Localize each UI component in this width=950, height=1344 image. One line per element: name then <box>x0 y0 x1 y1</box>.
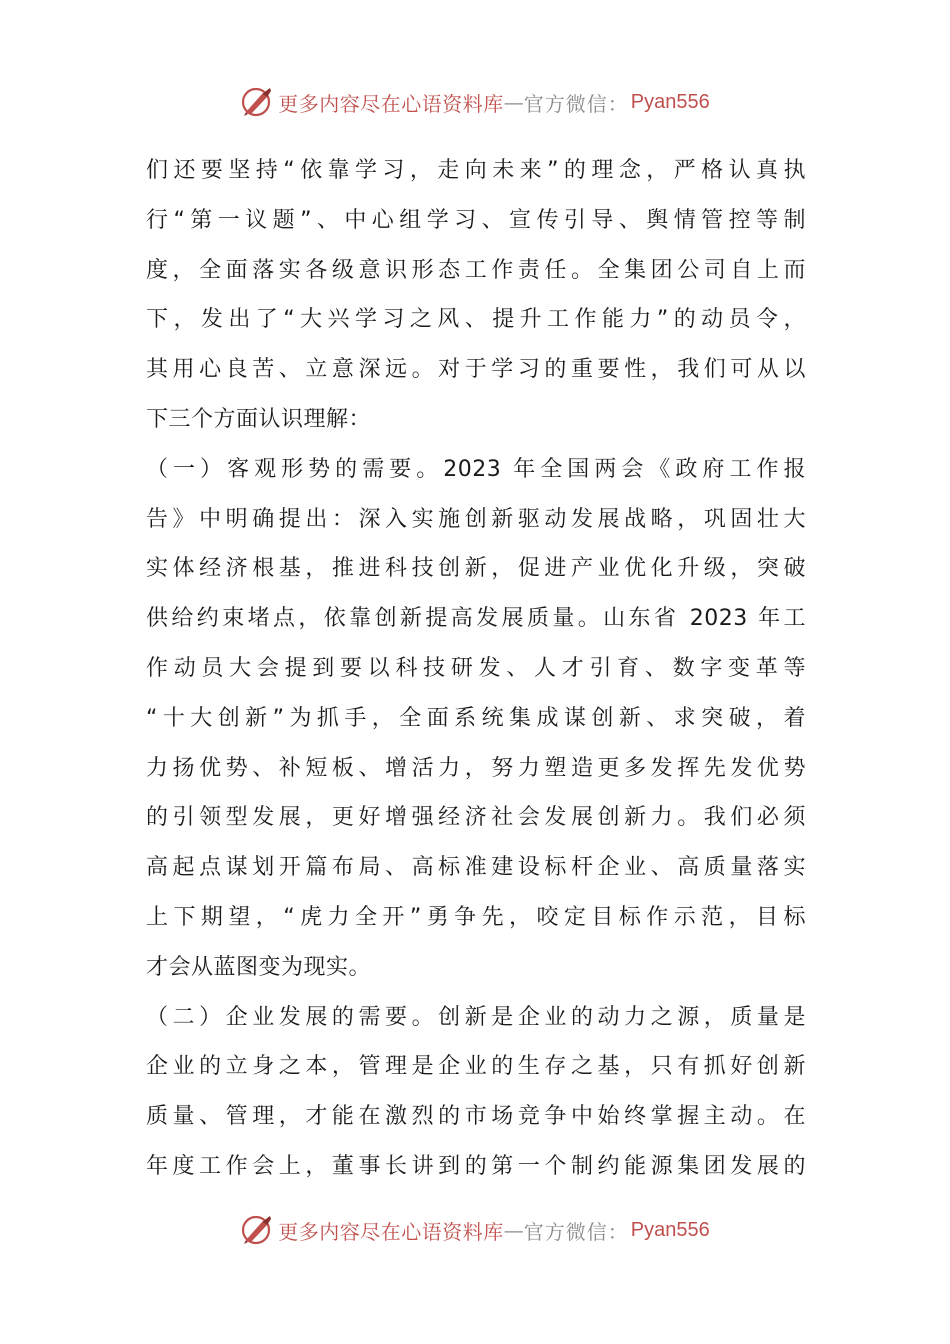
banner-wechat-id: Pyan556 <box>630 1218 710 1241</box>
text-line: 年度工作会上，董事长讲到的第一个制约能源集团发展的 <box>146 1153 806 1179</box>
text-line: 其用心良苦、立意深远。对于学习的重要性，我们可从以 <box>146 357 806 383</box>
footer-banner <box>0 1210 950 1250</box>
text-line: 下三个方面认识理解： <box>146 406 372 432</box>
text-line: 质量、管理，才能在激烈的市场竞争中始终掌握主动。在 <box>146 1104 806 1130</box>
banner-official-label: 官方微信： <box>523 1219 629 1244</box>
text-line: 供给约束堵点，依靠创新提高发展质量。山东省 2023 年工 <box>146 606 806 632</box>
banner-official-label: 官方微信： <box>523 91 629 116</box>
pen-logo-icon <box>240 85 274 119</box>
text-line: （一）客观形势的需要。2023 年全国两会《政府工作报 <box>146 456 806 482</box>
text-line: 企业的立身之本，管理是企业的生存之基，只有抓好创新 <box>146 1054 806 1080</box>
text-line: 度，全面落实各级意识形态工作责任。全集团公司自上而 <box>146 257 806 283</box>
text-line: 的引领型发展，更好增强经济社会发展创新力。我们必须 <box>146 805 806 831</box>
banner-dash: — <box>503 90 524 114</box>
banner-dash: — <box>503 1218 524 1242</box>
text-line: 上下期望，“虎力全开”勇争先，咬定目标作示范，目标 <box>146 904 806 930</box>
text-line: 才会从蓝图变为现实。 <box>146 954 372 980</box>
banner-brand-text: 更多内容尽在心语资料库 <box>278 1219 504 1244</box>
text-line: 行“第一议题”、中心组学习、宣传引导、舆情管控等制 <box>146 207 806 233</box>
header-banner <box>0 82 950 122</box>
text-line: 告》中明确提出：深入实施创新驱动发展战略，巩固壮大 <box>146 506 806 532</box>
text-line: “十大创新”为抓手，全面系统集成谋创新、求突破，着 <box>146 705 806 731</box>
text-line: 高起点谋划开篇布局、高标准建设标杆企业、高质量落实 <box>146 855 806 881</box>
text-line: （二）企业发展的需要。创新是企业的动力之源，质量是 <box>146 1004 806 1030</box>
document-body <box>146 146 806 1192</box>
text-line: 下，发出了“大兴学习之风、提升工作能力”的动员令， <box>146 307 806 333</box>
text-line: 实体经济根基，推进科技创新，促进产业优化升级，突破 <box>146 556 806 582</box>
text-line: 力扬优势、补短板、增活力，努力塑造更多发挥先发优势 <box>146 755 806 781</box>
banner-wechat-id: Pyan556 <box>630 90 710 113</box>
banner-brand-text: 更多内容尽在心语资料库 <box>278 91 504 116</box>
pen-logo-icon <box>240 1213 274 1247</box>
text-line: 们还要坚持“依靠学习，走向未来”的理念，严格认真执 <box>146 158 806 183</box>
text-line: 作动员大会提到要以科技研发、人才引育、数字变革等 <box>146 655 806 681</box>
